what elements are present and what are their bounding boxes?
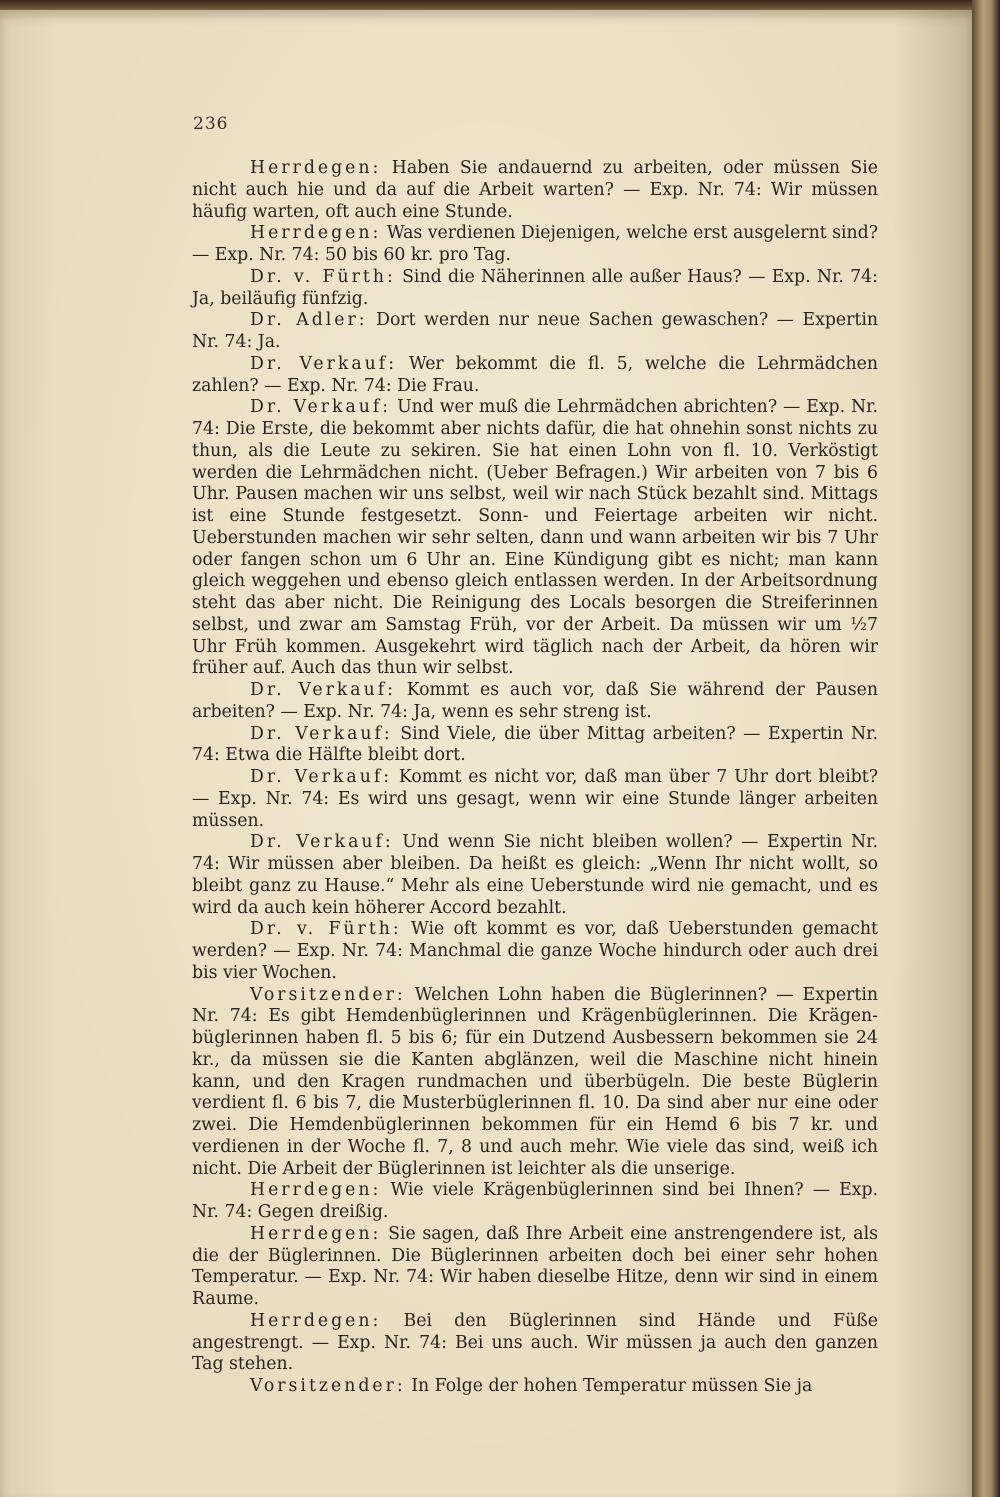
paragraph-text: Dort werden nur neue Sachen gewaschen? — Expertin Nr. 74: Ja. xyxy=(192,310,878,352)
book-page xyxy=(0,10,972,1497)
paragraph-text: Bei den Büglerinnen sind Hände und Füße angestrengt. — Exp. Nr. 74: Bei uns auch. Wir müssen ja auch den ganzen Tag stehen. xyxy=(192,1310,878,1375)
speaker-name: Dr. Verkauf: xyxy=(250,832,394,853)
paragraph xyxy=(192,724,878,768)
paragraph-text: Sie sagen, daß Ihre Arbeit eine anstrengendere ist, als die der Büglerinnen. Die Büglerinnen arbeiten doch bei einer sehr hohen Temperatur. — Exp. Nr. 74: Wir haben dieselbe Hitze, denn wir sind in einem Raume. xyxy=(192,1223,878,1309)
paragraph xyxy=(192,919,878,984)
paragraph xyxy=(192,832,878,919)
paragraph xyxy=(192,310,878,354)
paragraph-text: Kommt es auch vor, daß Sie während der Pausen arbeiten? — Exp. Nr. 74: Ja, wenn es sehr streng ist. xyxy=(192,680,878,722)
speaker-name: Dr. Adler: xyxy=(250,310,368,331)
speaker-name: Dr. Verkauf: xyxy=(250,723,393,744)
speaker-name: Dr. Verkauf: xyxy=(250,353,398,374)
paragraph xyxy=(192,767,878,832)
paragraph-text: Wer bekommt die fl. 5, welche die Lehrmädchen zahlen? — Exp. Nr. 74: Die Frau. xyxy=(192,353,878,396)
page-fore-edge xyxy=(972,0,1000,1497)
paragraph xyxy=(192,1224,878,1311)
paragraph-text: Was verdienen Diejenigen, welche erst ausgelernt sind? — Exp. Nr. 74: 50 bis 60 kr. pro Tag. xyxy=(192,223,878,265)
paragraph-text: Kommt es nicht vor, daß man über 7 Uhr dort bleibt? — Exp. Nr. 74: Es wird uns gesagt, wenn wir eine Stunde länger arbeiten müssen. xyxy=(192,767,878,831)
paragraph xyxy=(192,1376,878,1398)
paragraph xyxy=(192,267,878,311)
paragraph xyxy=(192,397,878,680)
paragraph xyxy=(192,1311,878,1376)
paragraph-text: Welchen Lohn haben die Büglerinnen? — Expertin Nr. 74: Es gibt Hemdenbüglerinnen und Krägenbüglerinnen. Die Krägenbüglerinnen haben fl. 5 bis 6; für ein Dutzend Ausbessern bekommen sie 24 kr., da müssen sie die Kanten abglänzen, weil die Maschine nicht hinein kann, und den Kragen rundmachen und überbügeln. Die beste Büglerin verdient fl. 6 bis 7, die Musterbüglerinnen fl. 10. Da sind aber nur eine oder zwei. Die Hemdenbüglerinnen bekommen für ein Hemd 6 bis 7 kr. und verdienen in der Woche fl. 7, 8 und auch mehr. Wie viele das sind, weiß ich nicht. Die Arbeit der Büglerinnen ist leichter als die unserige. xyxy=(192,984,878,1179)
paragraph xyxy=(192,354,878,398)
paragraph-text: Haben Sie andauernd zu arbeiten, oder müssen Sie nicht auch hie und da auf die Arbeit warten? — Exp. Nr. 74: Wir müssen häufig warten, oft auch eine Stunde. xyxy=(192,158,878,222)
speaker-name: Dr. v. Fürth: xyxy=(250,266,396,287)
paragraph xyxy=(192,223,878,267)
speaker-name: Vorsitzender: xyxy=(250,1376,406,1396)
paragraph-text: Sind die Näherinnen alle außer Haus? — Exp. Nr. 74: Ja, beiläufig fünfzig. xyxy=(192,266,878,309)
speaker-name: Dr. Verkauf: xyxy=(250,680,396,700)
paragraph xyxy=(192,158,878,223)
speaker-name: Dr. Verkauf: xyxy=(250,767,393,787)
body-text xyxy=(192,158,878,1398)
speaker-name: Herrdegen: xyxy=(250,1223,382,1244)
paragraph xyxy=(192,680,878,724)
speaker-name: Dr. v. Fürth: xyxy=(250,919,402,940)
speaker-name: Herrdegen: xyxy=(250,158,382,178)
paragraph-text: Wie oft kommt es vor, daß Ueberstunden gemacht werden? — Exp. Nr. 74: Manchmal die ganze Woche hindurch oder auch drei bis vier Wochen. xyxy=(192,919,878,983)
paragraph xyxy=(192,1180,878,1224)
speaker-name: Herrdegen: xyxy=(250,1310,382,1331)
speaker-name: Herrdegen: xyxy=(250,223,382,244)
speaker-name: Herrdegen: xyxy=(250,1180,382,1201)
page-number: 236 xyxy=(193,114,229,134)
paragraph-text: Und wer muß die Lehrmädchen abrichten? — Exp. Nr. 74: Die Erste, die bekommt aber nichts dafür, die hat ohnehin sonst nichts zu thun, als die Leute zu sekiren. Sie hat einen Lohn von fl. 10. Verköstigt werden die Lehrmädchen nicht. (Ueber Befragen.) Wir arbeiten von 7 bis 6 Uhr. Pausen machen wir uns selbst, weil wir nach Stück bezahlt sind. Mittags ist eine Stunde festgesetzt. Sonn- und Feiertage arbeiten wir nicht. Ueberstunden machen wir sehr selten, dann und wann arbeiten wir bis 7 Uhr oder fangen schon um 6 Uhr an. Eine Kündigung gibt es nicht; man kann gleich weggehen und ebenso gleich entlassen werden. In der Arbeitsordnung steht das aber nicht. Die Reinigung des Locals besorgen die Streiferinnen selbst, und zwar am Samstag Früh, vor der Arbeit. Da müssen wir um ½7 Uhr Früh kommen. Ausgekehrt wird täglich nach der Arbeit, da hören wir früher auf. Auch das thun wir selbst. xyxy=(192,397,878,679)
paragraph-text: Wie viele Krägenbüglerinnen sind bei Ihnen? — Exp. Nr. 74: Gegen dreißig. xyxy=(192,1180,878,1222)
paragraph-text: In Folge der hohen Temperatur müssen Sie ja xyxy=(411,1376,813,1396)
speaker-name: Vorsitzender: xyxy=(250,984,406,1005)
paragraph-text: Und wenn Sie nicht bleiben wollen? — Expertin Nr. 74: Wir müssen aber bleiben. Da heißt es gleich: „Wenn Ihr nicht wollt, so bleibt ganz zu Hause.“ Mehr als eine Ueberstunde wird nie gemacht, und es wird da auch kein höherer Accord bezahlt. xyxy=(192,832,878,918)
paragraph-text: Sind Viele, die über Mittag arbeiten? — Expertin Nr. 74: Etwa die Hälfte bleibt dort. xyxy=(192,723,878,766)
paragraph xyxy=(192,985,878,1181)
speaker-name: Dr. Verkauf: xyxy=(250,397,392,418)
